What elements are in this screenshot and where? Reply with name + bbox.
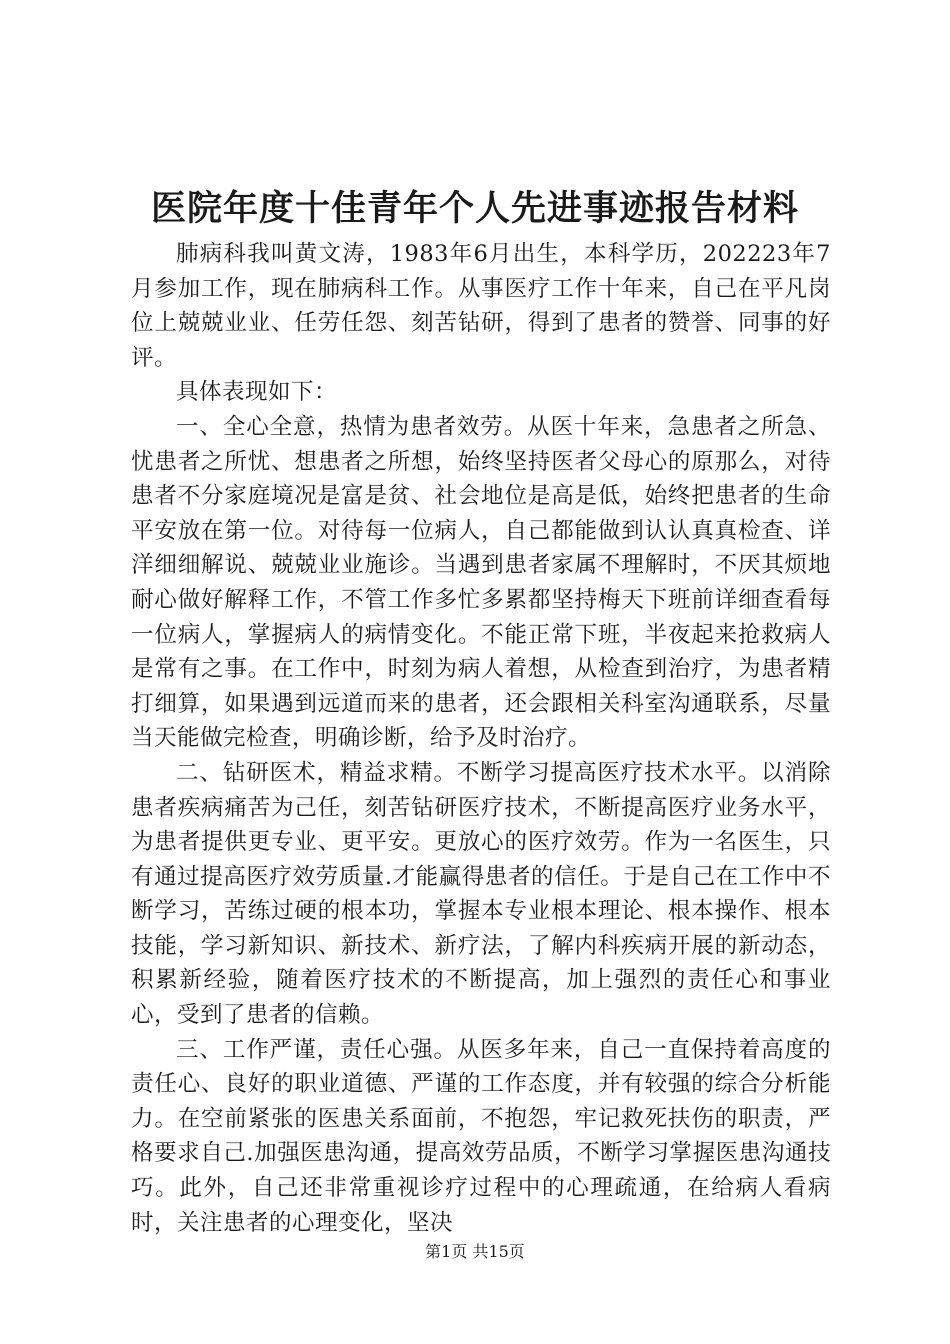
paragraph-summary-lead: 具体表现如下： <box>176 379 338 406</box>
page-footer: 第1页 共15页 <box>425 1242 525 1261</box>
paragraph-section-1: 一、全心全意，热情为患者效劳。从医十年来，急患者之所急、忧患者之所忧、想患者之所想，始终坚持医者父母心的原那么，对待患者不分家庭境况是富是贫、社会地位是高是低，始终把患者的生命平安放在第一位。对待每一位病人，自己都能做到认认真真检查、详洋细细解说、兢兢业业施诊。当遇到患者家属不理解时，不厌其烦地耐心做好解释工作，不管工作多忙多累都坚持梅天下班前详细查看每一位病人，掌握病人的病情变化。不能正常下班，半夜起来抢救病人是常有之事。在工作中，时刻为病人着想，从检查到治疗，为患者精打细算，如果遇到远道而来的患者，还会跟相关科室沟通联系，尽量当天能做完检查，明确诊断，给予及时治疗。 <box>131 413 831 752</box>
paragraph-section-3: 三、工作严谨，责任心强。从医多年来，自己一直保持着高度的责任心、良好的职业道德、严谨的工作态度，并有较强的综合分析能力。在空前紧张的医患关系面前，不抱怨，牢记救死扶伤的职责，严格要求自己.加强医患沟通，提高效劳品质，不断学习掌握医患沟通技巧。此外，自己还非常重视诊疗过程中的心理疏通，在给病人看病时，关注患者的心理变化，坚决 <box>131 1036 831 1236</box>
document-body <box>131 237 831 1240</box>
paragraph-section-2: 二、钻研医术，精益求精。不断学习提高医疗技术水平。以消除患者疾病痛苦为己任，刻苦钻研医疗技术，不断提高医疗业务水平，为患者提供更专业、更平安。更放心的医疗效劳。作为一名医生，只有通过提高医疗效劳质量.才能赢得患者的信任。于是自己在工作中不断学习，苦练过硬的根本功，掌握本专业根本理论、根本操作、根本技能，学习新知识、新技术、新疗法，了解内科疾病开展的新动态，积累新经验，随着医疗技术的不断提高，加上强烈的责任心和事业心，受到了患者的信赖。 <box>131 759 831 1029</box>
paragraph-intro: 肺病科我叫黄文涛，1983年6月出生，本科学历，202223年7月参加工作，现在肺病科工作。从事医疗工作十年来，自己在平凡岗位上兢兢业业、任劳任怨、刻苦钻研，得到了患者的赞誉、同事的好评。 <box>131 241 831 371</box>
document-title: 医院年度十佳青年个人先进事迹报告材料 <box>150 188 799 229</box>
